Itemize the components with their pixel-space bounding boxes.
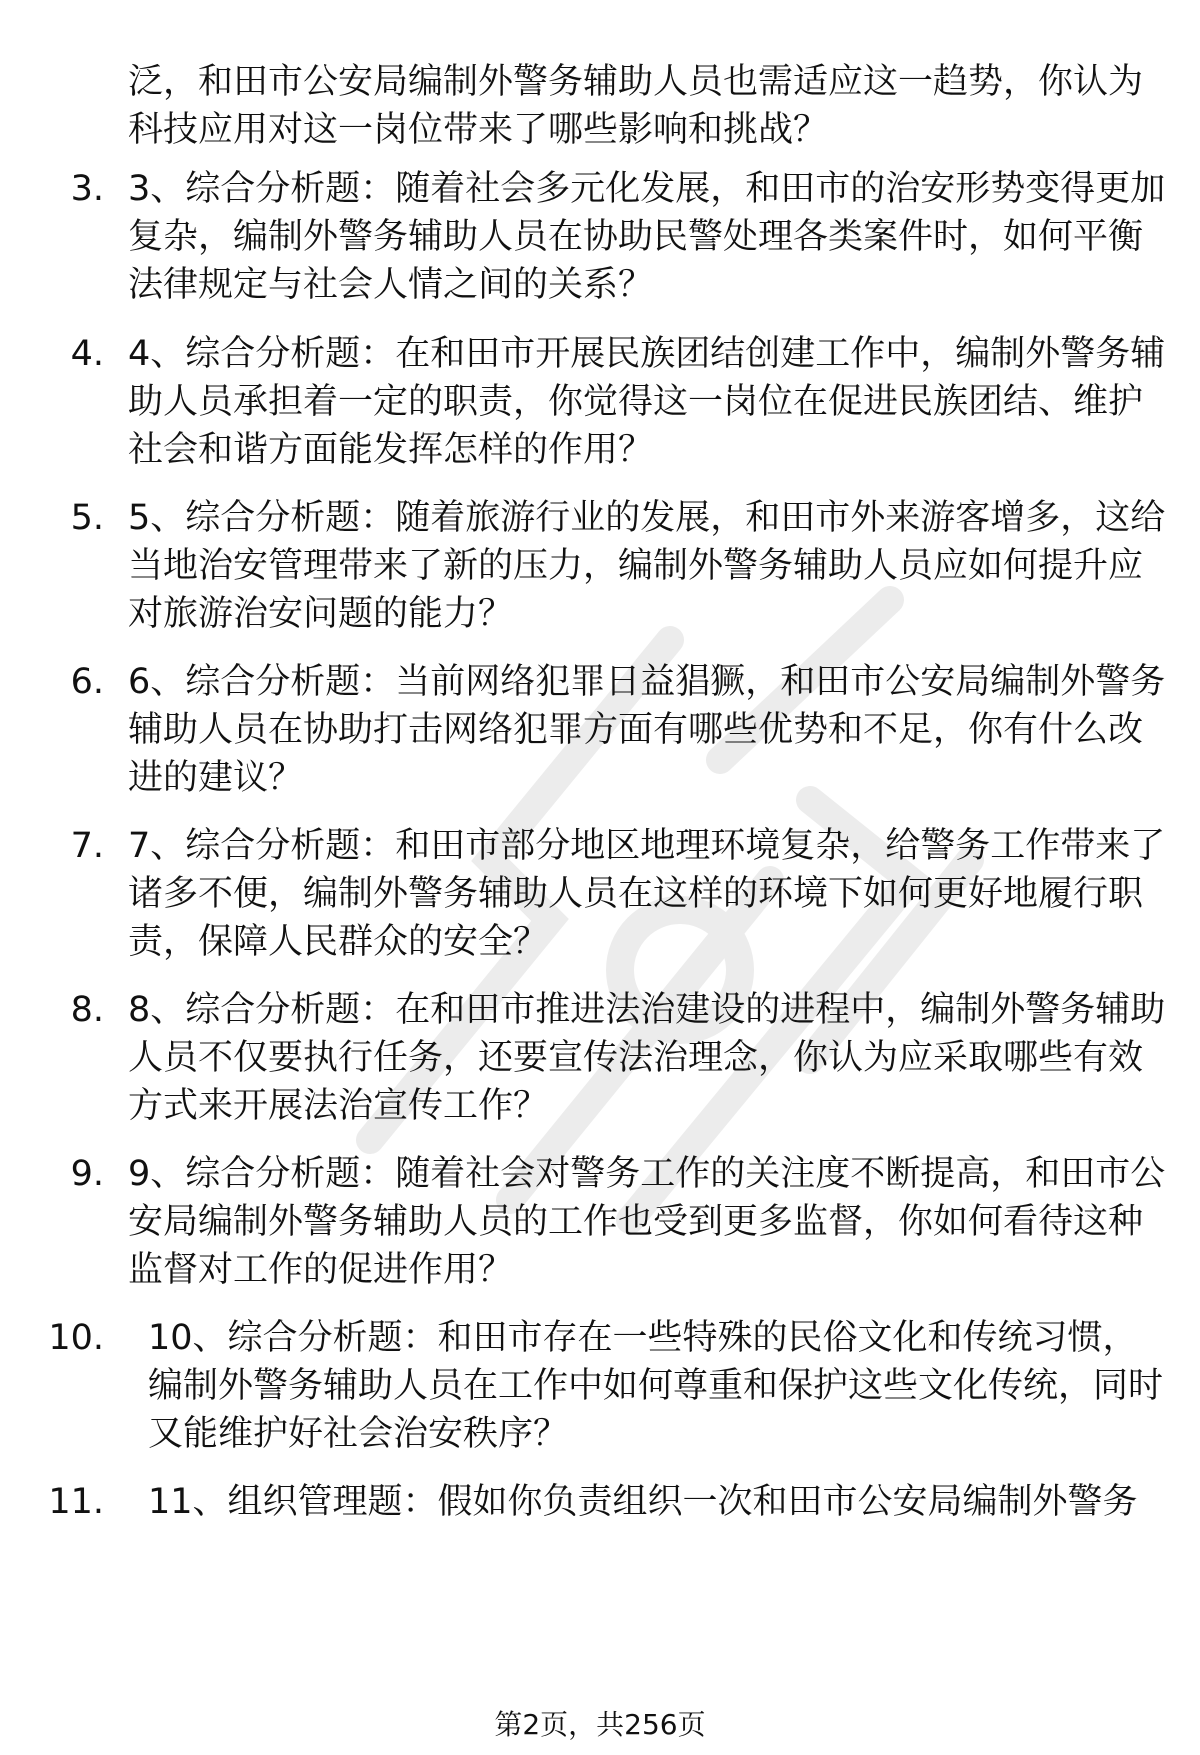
item-text: 4、综合分析题：在和田市开展民族团结创建工作中，编制外警务辅助人员承担着一定的职责，你觉得这一岗位在促进民族团结、维护社会和谐方面能发挥怎样的作用？ [128,334,1166,470]
item-number: 10. [48,1318,104,1358]
item-number: 6. [70,662,104,702]
item-text: 5、综合分析题：随着旅游行业的发展，和田市外来游客增多，这给当地治安管理带来了新的压力，编制外警务辅助人员应如何提升应对旅游治安问题的能力？ [128,498,1166,634]
item-number: 7. [70,826,104,866]
item-number: 8. [70,990,104,1030]
item-text: 10、综合分析题：和田市存在一些特殊的民俗文化和传统习惯，编制外警务辅助人员在工作中如何尊重和保护这些文化传统，同时又能维护好社会治安秩序？ [148,1318,1164,1454]
page-footer: 第2页，共256页 [494,1708,706,1741]
item-text: 6、综合分析题：当前网络犯罪日益猖獗，和田市公安局编制外警务辅助人员在协助打击网络犯罪方面有哪些优势和不足，你有什么改进的建议？ [128,662,1166,798]
item-number: 5. [70,498,104,538]
item-text: 11、组织管理题：假如你负责组织一次和田市公安局编制外警务 [148,1482,1138,1522]
item-text: 3、综合分析题：随着社会多元化发展，和田市的治安形势变得更加复杂，编制外警务辅助人员在协助民警处理各类案件时，如何平衡法律规定与社会人情之间的关系？ [128,169,1166,305]
item-number: 11. [48,1482,104,1522]
item-number: 9. [70,1154,104,1194]
item-number: 3. [70,169,104,209]
item-text: 9、综合分析题：随着社会对警务工作的关注度不断提高，和田市公安局编制外警务辅助人员的工作也受到更多监督，你如何看待这种监督对工作的促进作用？ [128,1154,1166,1290]
item-text: 8、综合分析题：在和田市推进法治建设的进程中，编制外警务辅助人员不仅要执行任务，还要宣传法治理念，你认为应采取哪些有效方式来开展法治宣传工作？ [128,990,1166,1126]
continuation-text: 泛，和田市公安局编制外警务辅助人员也需适应这一趋势，你认为科技应用对这一岗位带来了哪些影响和挑战？ [128,62,1144,150]
item-number: 4. [70,334,104,374]
item-text: 7、综合分析题：和田市部分地区地理环境复杂，给警务工作带来了诸多不便，编制外警务辅助人员在这样的环境下如何更好地履行职责，保障人民群众的安全？ [128,826,1166,962]
